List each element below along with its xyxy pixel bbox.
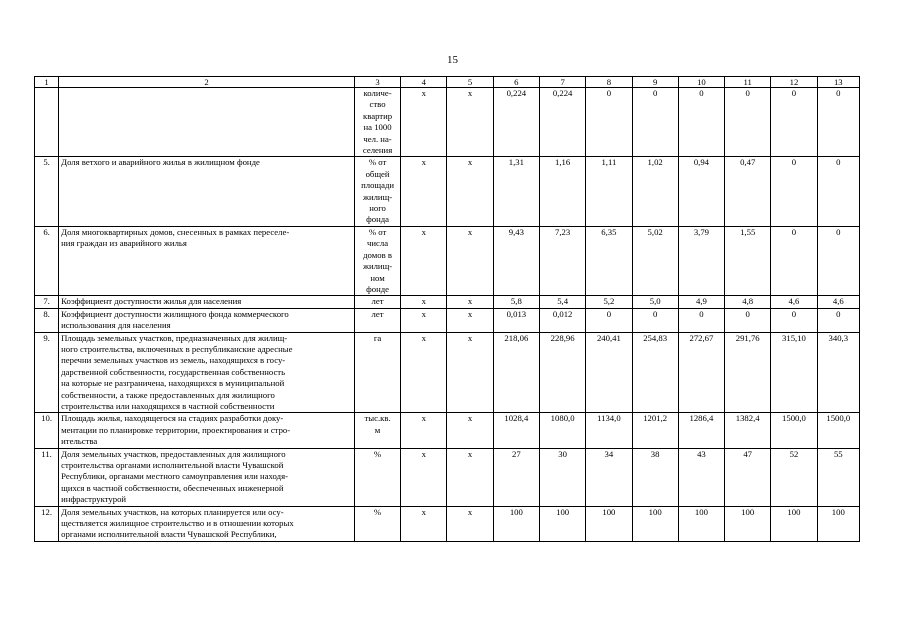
table-row [35,506,860,541]
indicator-name: Доля земельных участков, на которых планируется или осу- ществляется жилищное строительство и в отношении которых органами исполнительной власти Чувашской Республики, [59,506,355,541]
indicator-value: 7,23 [539,226,585,295]
indicator-value: 1,31 [493,157,539,226]
indicator-value: 0 [678,88,724,157]
indicator-value: 34 [586,448,632,506]
indicator-value: 1500,0 [817,413,859,448]
indicator-value: x [447,226,493,295]
indicator-value: x [401,88,447,157]
indicator-name: Площадь земельных участков, предназначенных для жилищ- ного строительства, включенных в республиканские адресные перечни земельных участков из земель, находящихся в госу- дарственной собственности, государственная собственность на которые не разграничена, находящихся в муниципальной собственности, а также предоставленных для жилищного строительства или находящихся в частной собственности [59,332,355,413]
indicator-value: 100 [725,506,771,541]
indicator-value: 0,47 [725,157,771,226]
indicator-value: 1134,0 [586,413,632,448]
row-number: 8. [35,308,59,332]
table-row [35,413,860,448]
indicator-value: 5,4 [539,296,585,308]
indicator-value: x [447,413,493,448]
indicator-value: 0 [586,308,632,332]
column-number-header: 1 [35,77,59,88]
row-number: 5. [35,157,59,226]
indicator-name: Доля ветхого и аварийного жилья в жилищном фонде [59,157,355,226]
indicator-value: x [401,157,447,226]
indicator-value: 55 [817,448,859,506]
indicator-value: 0,224 [493,88,539,157]
indicator-value: 100 [817,506,859,541]
indicator-name: Доля земельных участков, предоставленных для жилищного строительства органами исполнительной власти Чувашской Республики, органами местного самоуправления или находя- щихся в частной собственности, обеспеченных инженерной инфраструктурой [59,448,355,506]
page-number: 15 [447,54,458,66]
indicator-value: x [447,448,493,506]
indicator-value: 9,43 [493,226,539,295]
indicator-name [59,88,355,157]
indicator-value: x [401,308,447,332]
indicator-value: 0 [632,88,678,157]
column-number-header: 6 [493,77,539,88]
indicator-name: Площадь жилья, находящегося на стадиях разработки доку- ментации по планировке территории, проектирования и стро- ительства [59,413,355,448]
indicator-value: 0 [725,308,771,332]
indicator-value: 0,013 [493,308,539,332]
indicator-value: 100 [771,506,817,541]
indicator-value: x [447,157,493,226]
indicator-value: 0 [771,226,817,295]
row-number: 9. [35,332,59,413]
indicator-value: 218,06 [493,332,539,413]
indicator-value: 1,11 [586,157,632,226]
table-row [35,296,860,308]
indicator-value: 0 [725,88,771,157]
indicator-value: 0 [771,157,817,226]
unit-of-measure: % [354,448,400,506]
indicator-value: x [401,332,447,413]
indicator-value: 100 [632,506,678,541]
row-number [35,88,59,157]
indicator-name: Доля многоквартирных домов, снесенных в рамках переселе- ния граждан из аварийного жилья [59,226,355,295]
indicator-value: x [401,506,447,541]
indicator-value: 0 [771,88,817,157]
indicator-value: 38 [632,448,678,506]
table-row [35,308,860,332]
indicator-value: 0 [817,308,859,332]
indicator-value: x [447,88,493,157]
column-number-header: 12 [771,77,817,88]
indicator-value: x [401,448,447,506]
row-number: 7. [35,296,59,308]
indicator-value: 5,2 [586,296,632,308]
indicator-value: 315,10 [771,332,817,413]
indicator-value: 27 [493,448,539,506]
indicator-value: 52 [771,448,817,506]
indicator-value: x [447,296,493,308]
indicator-value: 100 [678,506,724,541]
indicator-value: 1500,0 [771,413,817,448]
indicator-value: 0 [817,157,859,226]
column-number-header: 8 [586,77,632,88]
indicator-value: 4,6 [771,296,817,308]
column-number-header: 2 [59,77,355,88]
indicator-value: 43 [678,448,724,506]
indicator-value: 291,76 [725,332,771,413]
indicator-value: 47 [725,448,771,506]
indicator-value: 1028,4 [493,413,539,448]
indicator-value: 1382,4 [725,413,771,448]
row-number: 11. [35,448,59,506]
indicator-value: 240,41 [586,332,632,413]
indicator-value: x [401,226,447,295]
column-number-header: 3 [354,77,400,88]
unit-of-measure: лет [354,296,400,308]
indicator-value: x [401,413,447,448]
indicator-value: 100 [539,506,585,541]
unit-of-measure: количе- ство квартир на 1000 чел. на- селения [354,88,400,157]
indicator-value: 1080,0 [539,413,585,448]
indicators-table [34,76,860,542]
table-row [35,332,860,413]
indicator-value: 6,35 [586,226,632,295]
table-row [35,448,860,506]
indicator-value: 0 [586,88,632,157]
indicator-value: 1286,4 [678,413,724,448]
indicator-value: 1,55 [725,226,771,295]
unit-of-measure: га [354,332,400,413]
indicator-value: 0,224 [539,88,585,157]
column-number-header: 13 [817,77,859,88]
column-number-header: 4 [401,77,447,88]
indicator-value: 4,6 [817,296,859,308]
indicator-value: 0,94 [678,157,724,226]
unit-of-measure: % от общей площади жилищ- ного фонда [354,157,400,226]
indicator-value: 4,8 [725,296,771,308]
indicator-value: 3,79 [678,226,724,295]
indicator-value: 0 [771,308,817,332]
indicator-value: x [447,308,493,332]
indicator-value: 0 [817,226,859,295]
indicator-value: x [447,506,493,541]
table-row [35,157,860,226]
indicator-value: 254,83 [632,332,678,413]
indicator-value: 4,9 [678,296,724,308]
indicator-name: Коэффициент доступности жилья для населения [59,296,355,308]
indicator-value: 100 [586,506,632,541]
indicator-value: 100 [493,506,539,541]
unit-of-measure: % от числа домов в жилищ- ном фонде [354,226,400,295]
indicator-value: 5,8 [493,296,539,308]
column-number-header: 7 [539,77,585,88]
column-number-header: 11 [725,77,771,88]
table-row [35,88,860,157]
column-number-header: 9 [632,77,678,88]
unit-of-measure: лет [354,308,400,332]
indicator-value: 0,012 [539,308,585,332]
row-number: 10. [35,413,59,448]
indicator-value: 1,16 [539,157,585,226]
indicator-value: x [401,296,447,308]
table-row [35,226,860,295]
column-number-header: 10 [678,77,724,88]
indicator-name: Коэффициент доступности жилищного фонда коммерческого использования для населения [59,308,355,332]
row-number: 6. [35,226,59,295]
table-header-row [35,77,860,88]
column-number-header: 5 [447,77,493,88]
indicator-value: 228,96 [539,332,585,413]
indicator-value: 0 [632,308,678,332]
indicator-value: 30 [539,448,585,506]
indicator-value: x [447,332,493,413]
table-body [35,88,860,542]
indicator-value: 0 [678,308,724,332]
indicator-value: 272,67 [678,332,724,413]
indicator-value: 1201,2 [632,413,678,448]
indicator-value: 340,3 [817,332,859,413]
indicator-value: 5,0 [632,296,678,308]
indicator-value: 0 [817,88,859,157]
indicator-value: 1,02 [632,157,678,226]
row-number: 12. [35,506,59,541]
indicator-value: 5,02 [632,226,678,295]
unit-of-measure: % [354,506,400,541]
unit-of-measure: тыс.кв. м [354,413,400,448]
